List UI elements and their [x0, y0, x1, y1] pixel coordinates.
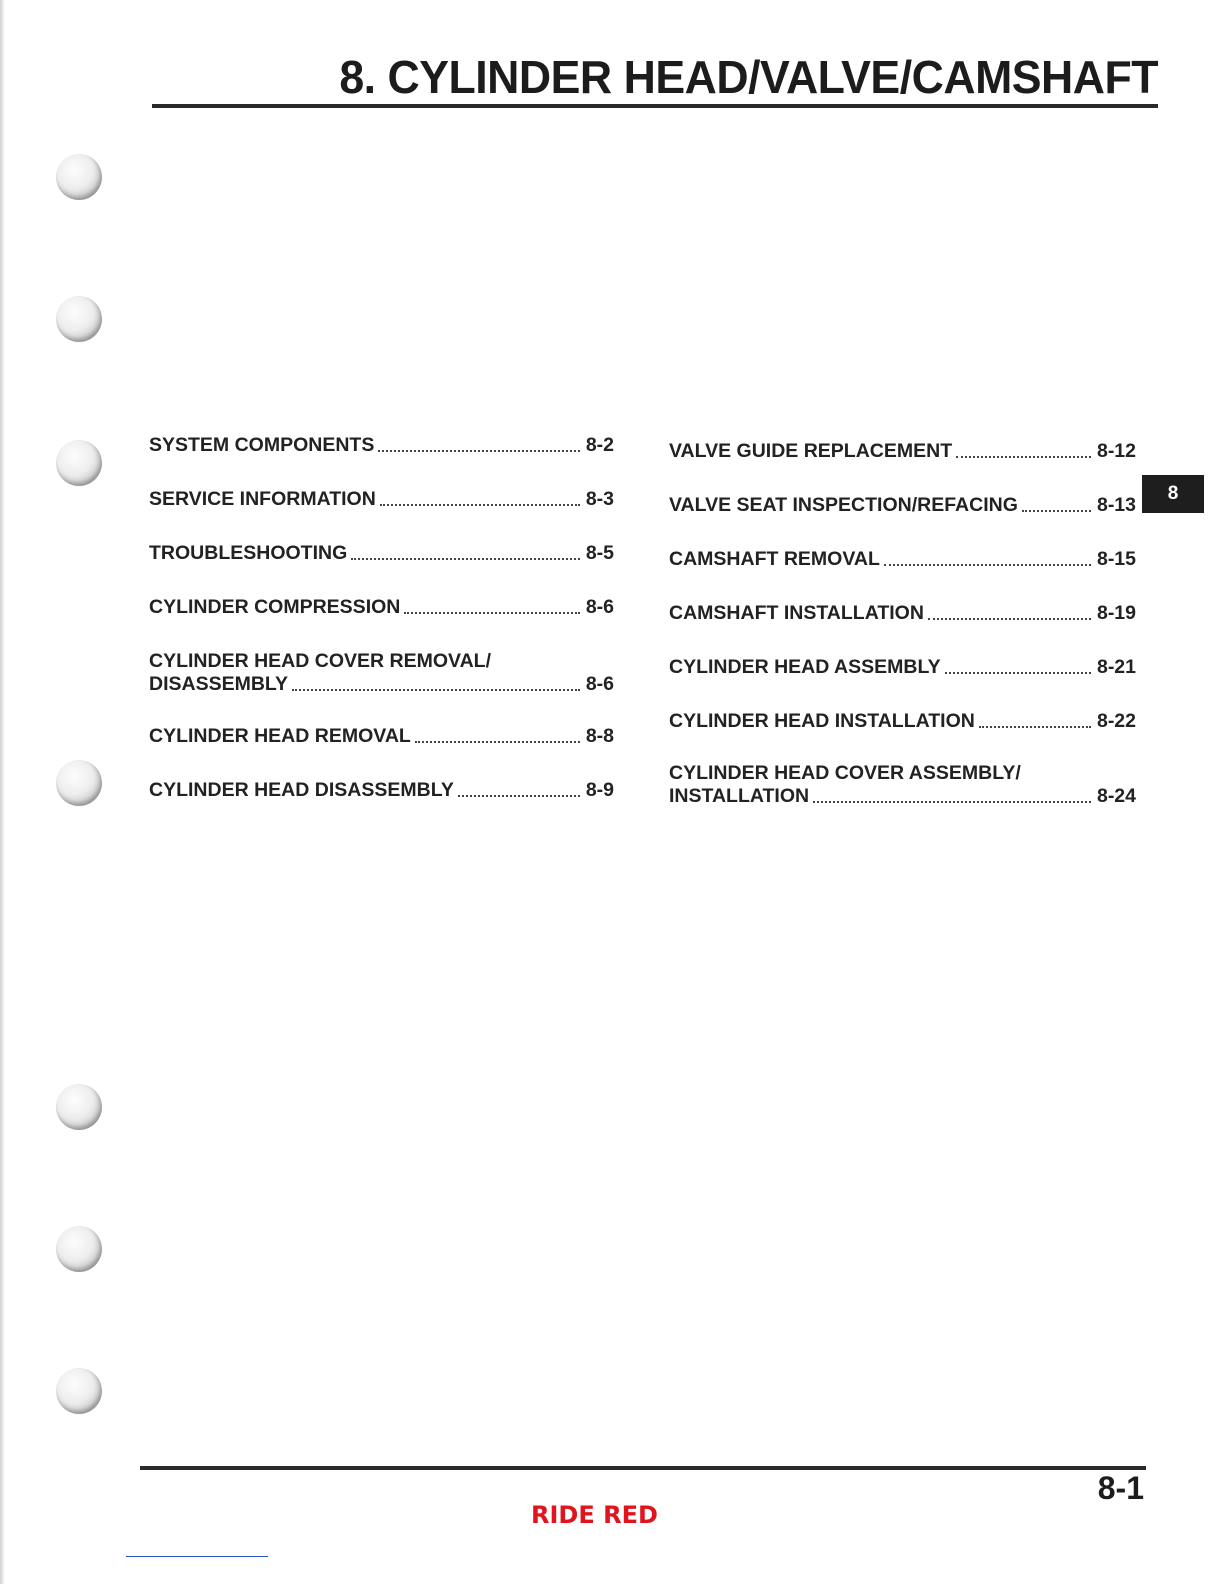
toc-entry-label: CYLINDER HEAD DISASSEMBLY	[149, 779, 454, 801]
toc-entry-page: 8-5	[585, 542, 614, 564]
toc-entry-label: VALVE GUIDE REPLACEMENT	[669, 440, 953, 462]
toc-entry-label: CAMSHAFT INSTALLATION	[669, 602, 924, 624]
dot-leader	[404, 612, 579, 614]
binder-hole	[56, 1084, 102, 1130]
binder-hole	[56, 1226, 102, 1272]
toc-entry[interactable]	[669, 440, 1136, 463]
dot-leader	[945, 672, 1091, 674]
page-edge-shadow	[0, 0, 5, 1584]
toc-entry[interactable]	[669, 494, 1136, 517]
toc-entry-page: 8-24	[1096, 785, 1136, 807]
toc-entry-page: 8-2	[585, 434, 614, 456]
page-number: 8-1	[1097, 1470, 1144, 1506]
toc-entry[interactable]	[149, 650, 614, 696]
dot-leader	[292, 689, 580, 691]
toc-entry[interactable]	[669, 710, 1136, 733]
toc-entry[interactable]	[669, 656, 1136, 679]
toc-entry[interactable]	[669, 762, 1136, 808]
binder-hole	[56, 296, 102, 342]
toc-entry-page: 8-21	[1096, 656, 1136, 678]
toc-entry-label: DISASSEMBLY	[149, 673, 289, 695]
toc-entry-page: 8-9	[585, 779, 614, 801]
link-underline	[126, 1556, 268, 1557]
toc-right-column	[669, 434, 1136, 833]
toc-entry-page: 8-3	[585, 488, 614, 510]
dot-leader	[415, 741, 580, 743]
dot-leader	[979, 726, 1091, 728]
toc-entry[interactable]	[149, 779, 614, 802]
toc-entry-page: 8-12	[1096, 440, 1136, 462]
watermark-logo: RIDE RED	[531, 1501, 658, 1529]
toc-entry[interactable]	[149, 488, 614, 511]
dot-leader	[351, 558, 580, 560]
toc-entry-label: SERVICE INFORMATION	[149, 488, 376, 510]
toc-entry-label-line1: CYLINDER HEAD COVER ASSEMBLY/	[669, 762, 1021, 784]
dot-leader	[928, 618, 1091, 620]
dot-leader	[1022, 510, 1091, 512]
toc-entry-label: CYLINDER COMPRESSION	[149, 596, 401, 618]
toc-entry-page: 8-6	[585, 673, 614, 695]
toc-entry[interactable]	[149, 542, 614, 565]
dot-leader	[378, 450, 579, 452]
footer-rule	[140, 1466, 1146, 1470]
dot-leader	[380, 504, 580, 506]
toc-entry-page: 8-8	[585, 725, 614, 747]
dot-leader	[813, 801, 1091, 803]
toc-entry-label: SYSTEM COMPONENTS	[149, 434, 375, 456]
binder-hole	[56, 440, 102, 486]
binder-hole	[56, 760, 102, 806]
page-title: 8. CYLINDER HEAD/VALVE/CAMSHAFT	[339, 51, 1158, 103]
toc-entry-label: VALVE SEAT INSPECTION/REFACING	[669, 494, 1018, 516]
toc-left-column	[149, 434, 614, 833]
toc-entry[interactable]	[669, 602, 1136, 625]
toc-entry-label: INSTALLATION	[669, 785, 810, 807]
toc-entry[interactable]	[149, 596, 614, 619]
toc-entry-page: 8-22	[1096, 710, 1136, 732]
toc-entry-label: CYLINDER HEAD INSTALLATION	[669, 710, 975, 732]
section-tab: 8	[1142, 475, 1204, 513]
toc-entry-label: CYLINDER HEAD ASSEMBLY	[669, 656, 941, 678]
toc-entry-page: 8-15	[1096, 548, 1136, 570]
toc-entry[interactable]	[669, 548, 1136, 571]
binder-hole	[56, 154, 102, 200]
title-rule	[152, 104, 1158, 108]
dot-leader	[956, 456, 1091, 458]
toc-entry-page: 8-19	[1096, 602, 1136, 624]
toc-entry-page: 8-6	[585, 596, 614, 618]
toc-entry-label: CYLINDER HEAD REMOVAL	[149, 725, 411, 747]
toc-entry-label: CAMSHAFT REMOVAL	[669, 548, 880, 570]
dot-leader	[458, 795, 580, 797]
toc-entry-label: TROUBLESHOOTING	[149, 542, 348, 564]
toc-entry-page: 8-13	[1096, 494, 1136, 516]
toc-entry-label-line1: CYLINDER HEAD COVER REMOVAL/	[149, 650, 491, 672]
toc-entry[interactable]	[149, 434, 614, 457]
toc-entry[interactable]	[149, 725, 614, 748]
binder-hole	[56, 1368, 102, 1414]
dot-leader	[884, 564, 1091, 566]
